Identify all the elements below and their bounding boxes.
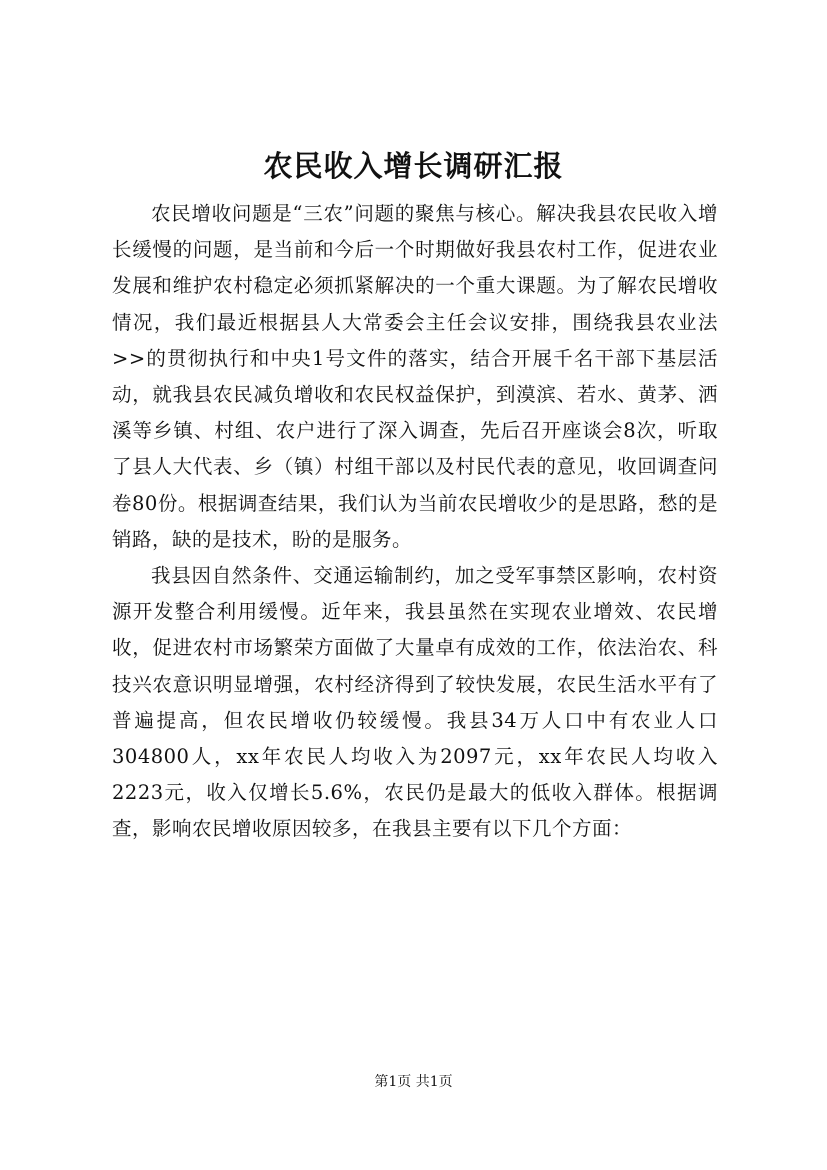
paragraph-2: 我县因自然条件、交通运输制约，加之受军事禁区影响，农村资源开发整合利用缓慢。近年来，我县虽然在实现农业增效、农民增收，促进农村市场繁荣方面做了大量卓有成效的工作，依法治农、科技兴农意识明显增强，农村经济得到了较快发展，农民生活水平有了普遍提高，但农民增收仍较缓慢。我县34万人口中有农业人口304800人，xx年农民人均收入为2097元，xx年农民人均收入2223元，收入仅增长5.6%，农民仍是最大的低收入群体。根据调查，影响农民增收原因较多，在我县主要有以下几个方面： bbox=[112, 564, 718, 841]
page-footer: 第1页 共1页 bbox=[374, 1074, 453, 1090]
paragraph-1: 农民增收问题是“三农”问题的聚焦与核心。解决我县农民收入增长缓慢的问题，是当前和今后一个时期做好我县农村工作，促进农业发展和维护农村稳定必须抓紧解决的一个重大课题。为了解农民增收情况，我们最近根据县人大常委会主任会议安排，围绕我县农业法>>的贯彻执行和中央1号文件的落实，结合开展千名干部下基层活动，就我县农民减负增收和农民权益保护，到漠滨、若水、黄茅、洒溪等乡镇、村组、农户进行了深入调查，先后召开座谈会8次，听取了县人大代表、乡（镇）村组干部以及村民代表的意见，收回调查问卷80份。根据调查结果，我们认为当前农民增收少的是思路，愁的是销路，缺的是技术，盼的是服务。 bbox=[112, 202, 718, 551]
document-title: 农民收入增长调研汇报 bbox=[263, 149, 564, 183]
document-body bbox=[112, 196, 718, 848]
